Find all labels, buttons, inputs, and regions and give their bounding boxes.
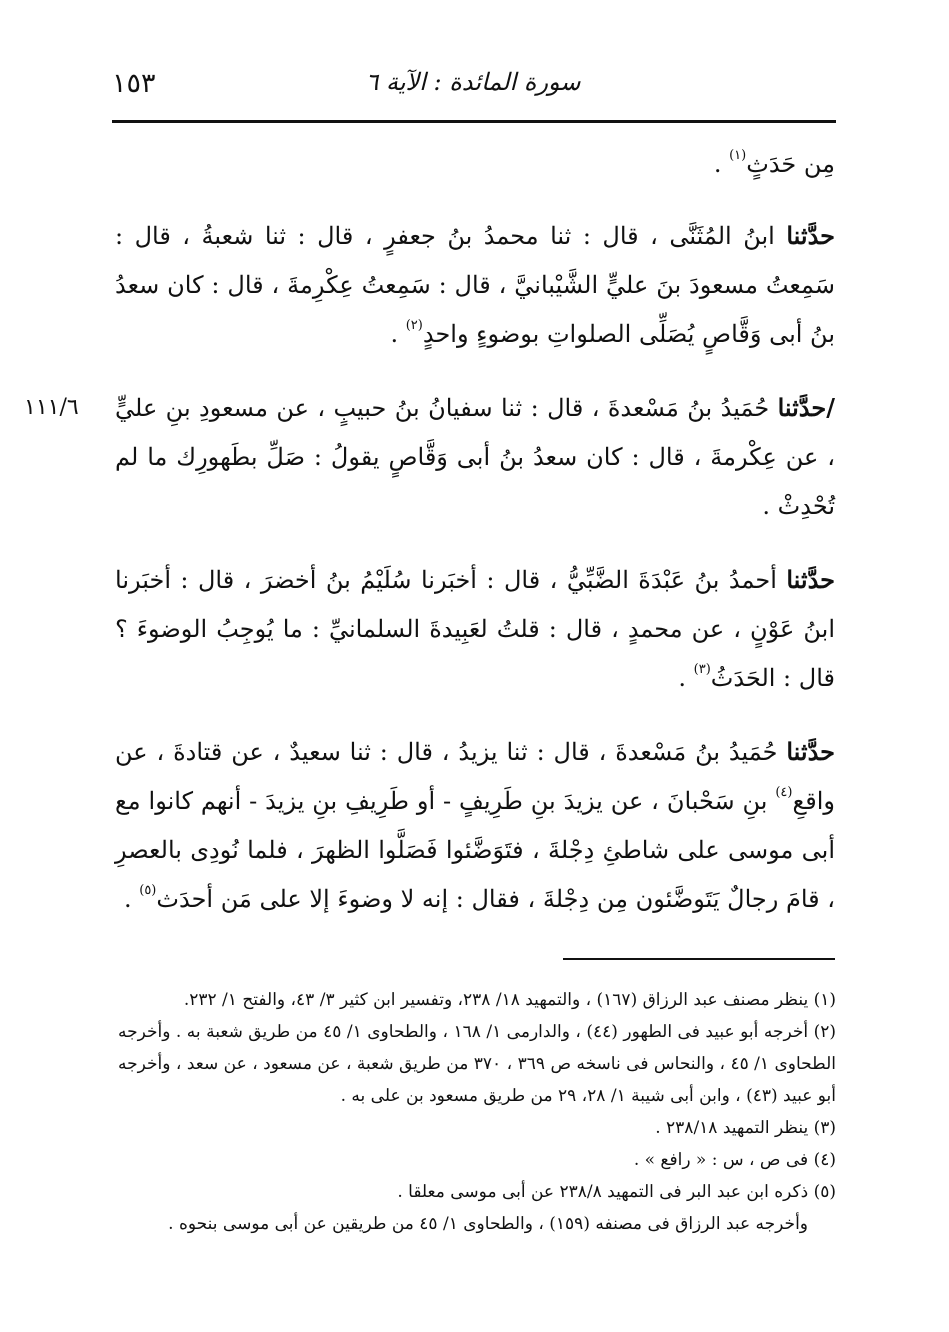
footnote-2: (٢) أخرجه أبو عبيد فى الطهور (٤٤) ، والدارمى ١/ ١٦٨ ، والطحاوى ١/ ٤٥ من طريق شعبة به . وأخرجه الطحاوى ١/ ٤٥ ، والنحاس فى ناسخه ص ٣٦٩ ، ٣٧٠ من طريق شعبة ، عن مسعود ، عن سعد ، وأخرجه أبو عبيد (٤٣) ، وابن أبى شيبة ١/ ٢٨، ٢٩ من طريق مسعود بن على به . (118, 1022, 836, 1106)
paragraph-text: أحمدُ بنُ عَبْدَةَ الضَّبِّيُّ ، قال : أخبَرنا سُلَيْمُ بنُ أخضرَ ، قال : أخبَرنا ابنُ عَوْنٍ ، عن محمدٍ ، قال : قلتُ لعَبِيدةَ السلمانيِّ : ما يُوجِبُ الوضوءَ ؟ قال : الحَدَثُ (115, 566, 835, 692)
paragraph-end: . (390, 320, 406, 348)
footnote-marker: (١) (729, 148, 747, 163)
margin-reference: ١١١/٦ (24, 395, 79, 420)
paragraph-end: . (713, 150, 730, 178)
footnote-4: (٤) فى ص ، س : « رافع » . (633, 1150, 836, 1170)
footnote-marker: (٣) (693, 662, 711, 677)
paragraph-end: . (123, 885, 140, 913)
footnote-1: (١) ينظر مصنف عبد الرزاق (١٦٧) ، والتمهيد ١٨/ ٢٣٨، وتفسير ابن كثير ٣/ ٤٣، والفتح ١/ ٢٣٢. (183, 990, 836, 1010)
footnote-marker: (٥) (139, 883, 157, 898)
isnad-lead: حدَّثنا (786, 221, 835, 250)
page-number: ١٥٣ (112, 68, 156, 99)
header-rule (112, 120, 836, 123)
footnote-marker: (٤) (775, 785, 793, 800)
isnad-lead: حدَّثنا (786, 565, 835, 594)
paragraph-5 (115, 727, 835, 924)
paragraph-end: . (678, 664, 694, 692)
footnote-5: (٥) ذكره ابن عبد البر فى التمهيد ٢٣٨/٨ عن أبى موسى معلقا . (397, 1182, 836, 1202)
paragraph-2 (115, 211, 835, 359)
paragraph-text: بنِ سَحْبانَ ، عن يزيدَ بنِ طَرِيفٍ - أو طَرِيفِ بنِ يزيدَ - أنهم كانوا مع أبى موسى على شاطئِ دِجْلةَ ، فتَوَضَّئوا فَصَلَّوا الظهرَ ، فلما نُودِى بالعصرِ ، قامَ رجالٌ يَتَوضَّئون مِن دِجْلةَ ، فقال : إنه لا وضوءَ إلا على مَن أحدَث (115, 787, 835, 913)
footnote-rule (563, 958, 835, 960)
paragraph-4 (115, 555, 835, 703)
running-title: سورة المائدة : الآية ٦ (365, 68, 581, 96)
footnote-3: (٣) ينظر التمهيد ٢٣٨/١٨ . (655, 1118, 836, 1138)
paragraph-3 (115, 383, 835, 531)
isnad-lead: حدَّثنا (786, 737, 835, 766)
isnad-lead: /حدَّثنا (777, 393, 835, 422)
footnote-5-continuation: وأخرجه عبد الرزاق فى مصنفه (١٥٩) ، والطحاوى ١/ ٤٥ من طريقين عن أبى موسى بنحوه . (168, 1214, 808, 1234)
paragraph-text: مِن حَدَثٍ (746, 150, 835, 178)
page-header (112, 62, 834, 108)
paragraph-text: حُمَيدُ بنُ مَسْعدةَ ، قال : ثنا سفيانُ بنُ حبيبٍ ، عن مسعودِ بنِ عليٍّ ، عن عِكْرمةَ ، قال : كان سعدُ بنُ أبى وَقَّاصٍ يقولُ : صَلِّ بطَهورِك ما لم تُحْدِثْ . (115, 394, 835, 520)
footnote-marker: (٢) (405, 318, 423, 333)
paragraph-1 (115, 140, 835, 189)
paragraph-text: ابنُ المُثَنَّى ، قال : ثنا محمدُ بنُ جعفرٍ ، قال : ثنا شعبةُ ، قال : سَمِعتُ مسعودَ بنَ عليٍّ الشَّيْبانيَّ ، قال : سَمِعتُ عِكْرِمةَ ، قال : كان سعدُ بنُ أبى وَقَّاصٍ يُصَلِّى الصلواتِ بوضوءٍ واحدٍ (115, 222, 835, 348)
main-text (115, 140, 835, 948)
footnotes (118, 984, 836, 1240)
paragraph-text: حُمَيدُ بنُ مَسْعدةَ ، قال : ثنا يزيدُ ، قال : ثنا سعيدٌ ، عن قتادةَ ، عن واقعِ (115, 738, 835, 815)
